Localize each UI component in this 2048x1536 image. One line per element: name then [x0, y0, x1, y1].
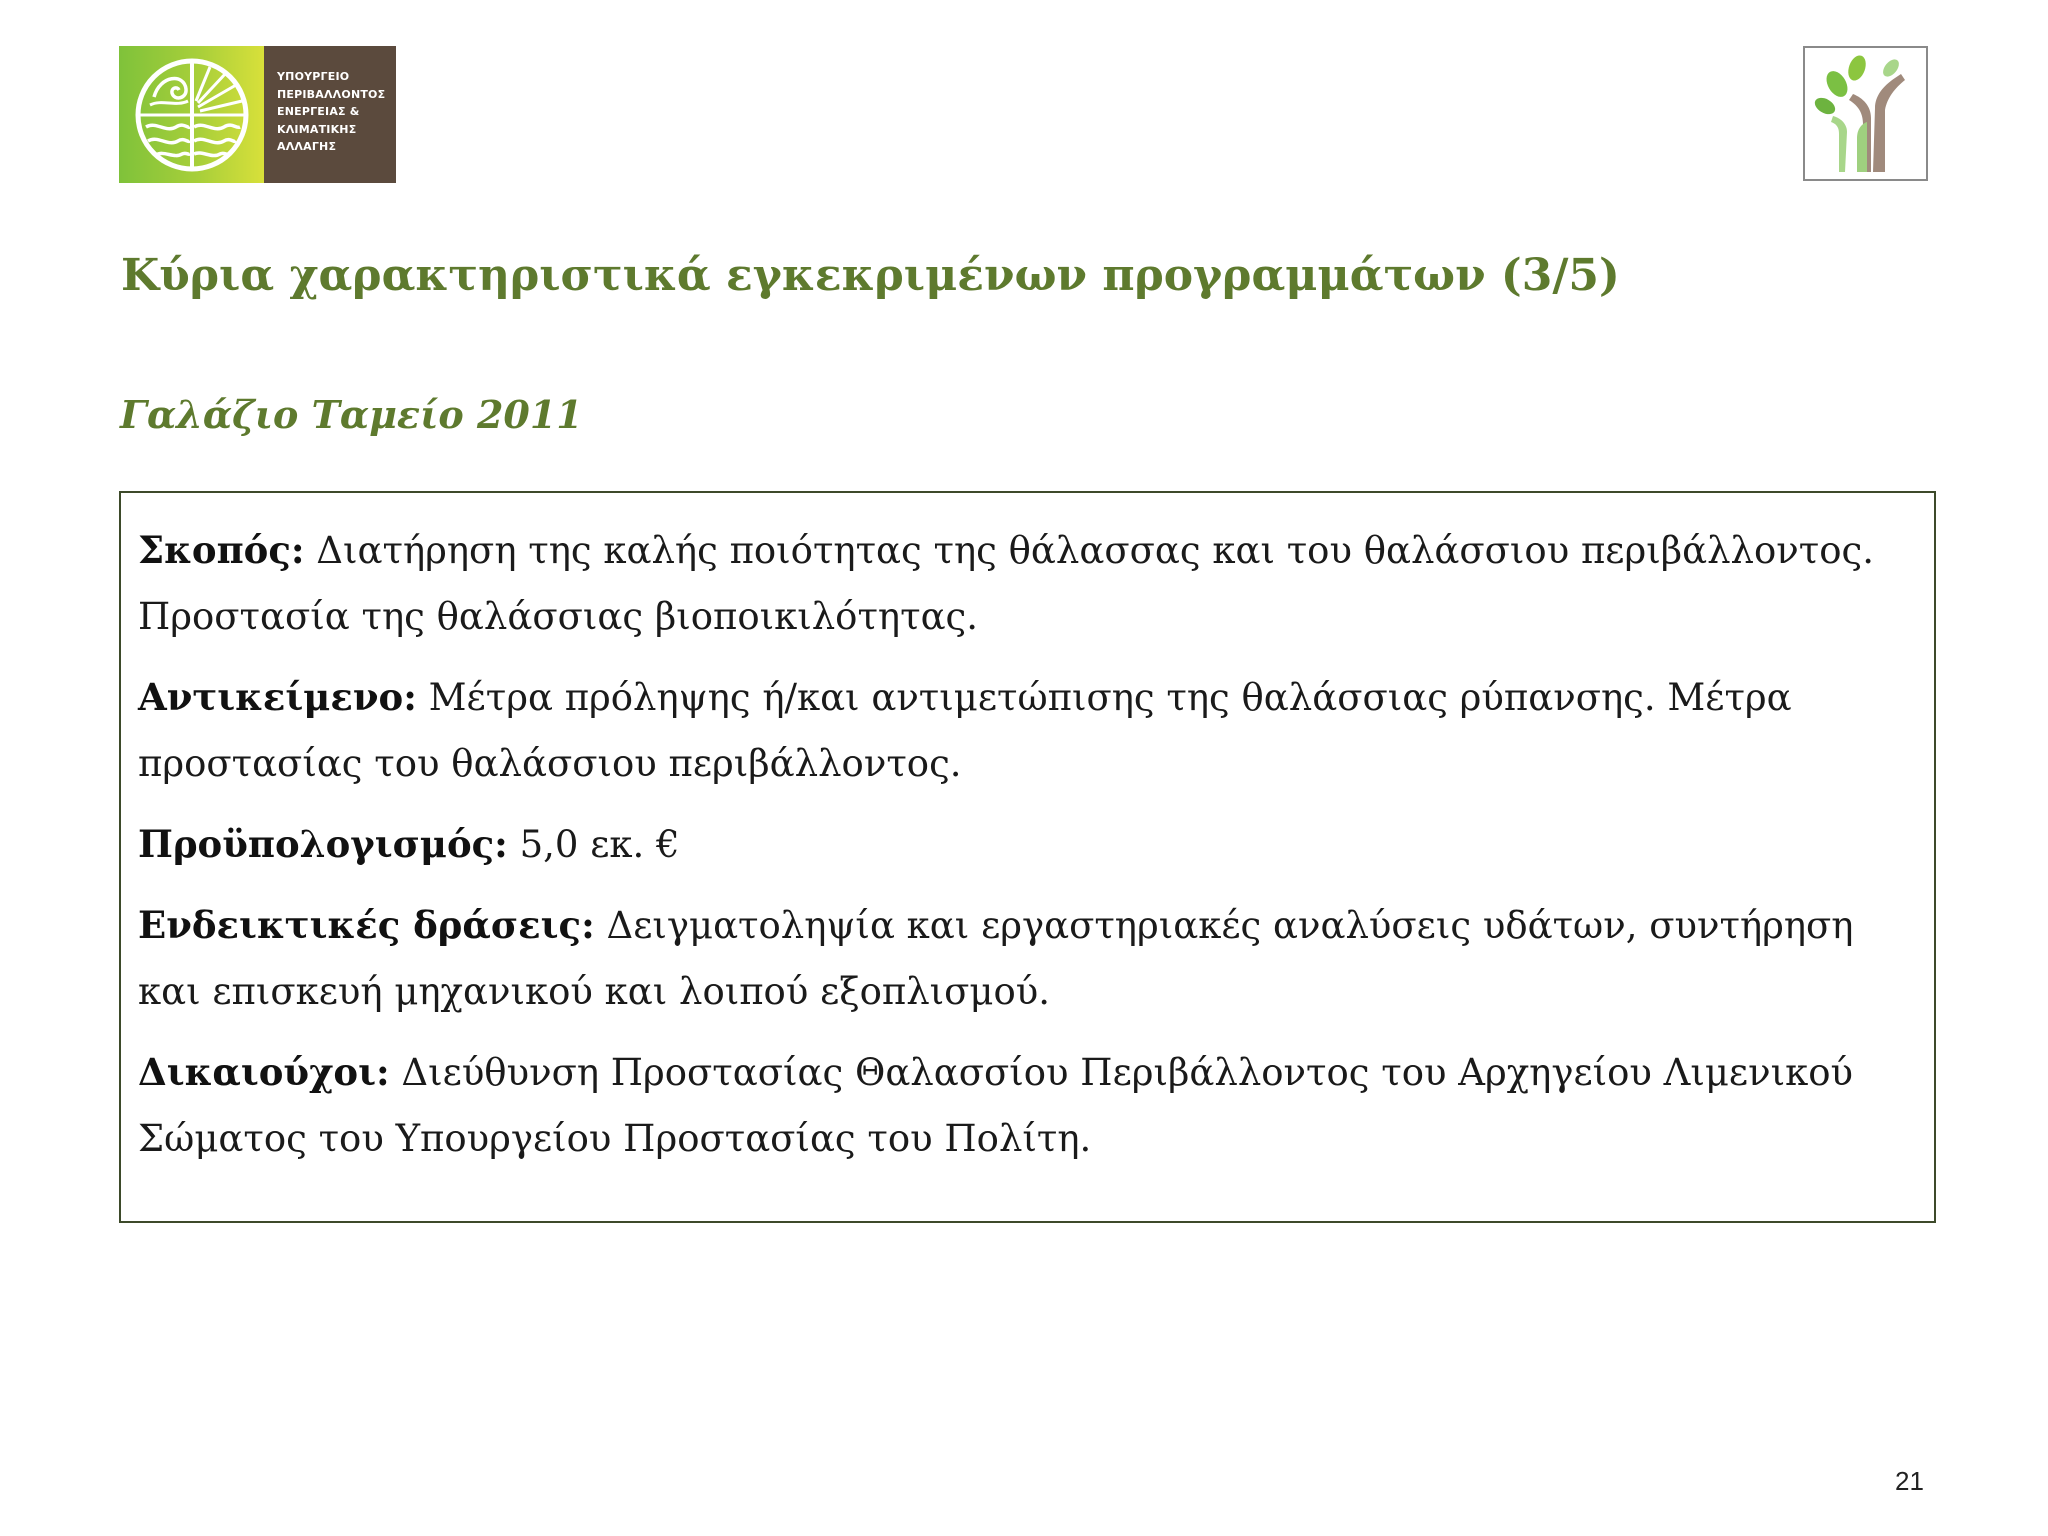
item-label: Δικαιούχοι:: [138, 1050, 390, 1094]
item-text: Διατήρηση της καλής ποιότητας της θάλασσας και του θαλάσσιου περιβάλλοντος. Προστασία της θαλάσσιας βιοποικιλότητας.: [138, 529, 1874, 638]
page-number: 21: [1895, 1466, 1924, 1496]
ministry-name-line: ΕΝΕΡΓΕΙΑΣ &: [277, 105, 360, 118]
ministry-name-line: ΥΠΟΥΡΓΕΙΟ: [277, 70, 350, 83]
ministry-name-line: ΠΕΡΙΒΑΛΛΟΝΤΟΣ: [277, 87, 386, 101]
ministry-emblem-icon: [119, 46, 264, 183]
tree-logo-icon: [1803, 46, 1928, 181]
item-subject: [138, 664, 1918, 797]
ministry-name-line: ΚΛΙΜΑΤΙΚΗΣ: [277, 122, 357, 136]
item-text: Μέτρα πρόληψης ή/και αντιμετώπισης της θαλάσσιας ρύπανσης. Μέτρα προστασίας του θαλάσσιου περιβάλλοντος.: [138, 676, 1792, 785]
item-label: Ενδεικτικές δράσεις:: [138, 903, 595, 947]
item-text: Δειγματοληψία και εργαστηριακές αναλύσεις υδάτων, συντήρηση και επισκευή μηχανικού και λοιπού εξοπλισμού.: [138, 904, 1854, 1013]
item-purpose: [138, 517, 1918, 650]
slide-subtitle: Γαλάζιο Ταμείο 2011: [120, 392, 583, 437]
ministry-logo: [119, 46, 396, 183]
item-label: Σκοπός:: [138, 528, 305, 572]
ministry-name-line: ΑΛΛΑΓΗΣ: [277, 140, 337, 153]
item-label: Αντικείμενο:: [138, 675, 417, 719]
item-actions: [138, 892, 1918, 1025]
ministry-name: [264, 46, 396, 183]
item-budget: [138, 811, 1918, 878]
item-text: 5,0 εκ. €: [507, 823, 680, 866]
slide-title: Κύρια χαρακτηριστικά εγκεκριμένων προγραμμάτων (3/5): [121, 250, 1620, 301]
item-beneficiaries: [138, 1039, 1918, 1172]
item-label: Προϋπολογισμός:: [138, 822, 508, 866]
item-text: Διεύθυνση Προστασίας Θαλασσίου Περιβάλλοντος του Αρχηγείου Λιμενικού Σώματος του Υπουργείου Προστασίας του Πολίτη.: [138, 1051, 1853, 1160]
content-box: [119, 491, 1936, 1223]
